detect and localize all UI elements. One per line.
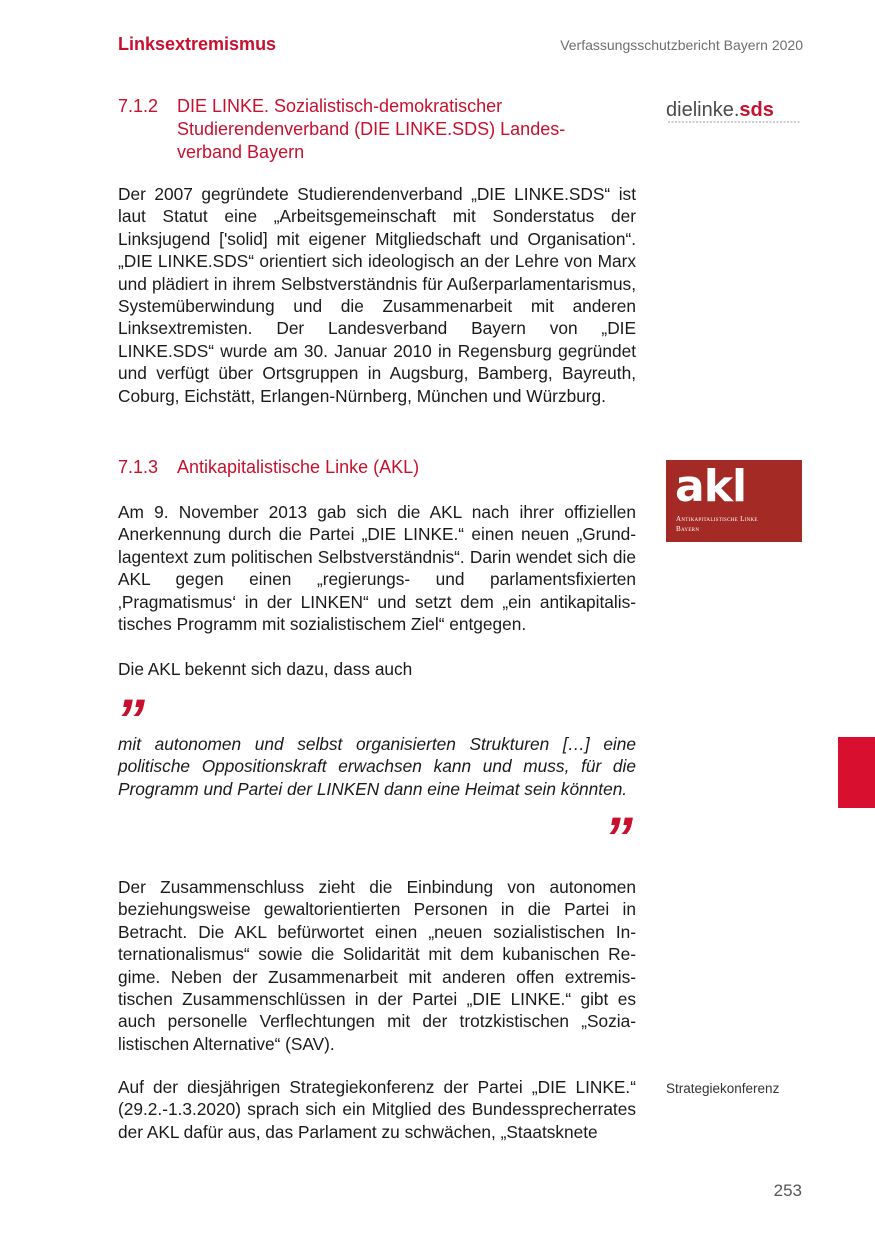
section-title: DIE LINKE. Sozialistisch-demokratischer Studierendenverband (DIE LINKE.SDS) Landes-verband Bayern: [177, 96, 566, 162]
paragraph-strategiekonferenz: Auf der diesjährigen Strategiekonferenz der Partei „DIE LINKE.“ (29.2.-1.3.2020) sprach sich ein Mitglied des Bundessprecherrates der AKL dafür aus, das Parlament zu schwächen, „Staatsknete: [118, 1077, 636, 1142]
section-title: Antikapitalistische Linke (AKL): [177, 457, 420, 477]
section-number: 7.1.2: [118, 96, 159, 116]
quote-text: mit autonomen und selbst organisierten Strukturen […] eine politische Oppositionskraft erwachsen kann und muss, für die Programm und Partei der LINKEN dann eine Heimat sein könnten.: [118, 734, 636, 799]
quote-close-mark: ”: [604, 806, 633, 871]
logo-sds-part2: sds: [739, 99, 774, 121]
section-number: 7.1.3: [118, 457, 159, 477]
akl-logo: [666, 460, 802, 542]
akl-logo-subtitle: [676, 514, 800, 534]
paragraph-akl: Am 9. November 2013 gab sich die AKL nach ihrer offiziellen Anerkennung durch die Partei „DIE LINKE.“ einen neuen „Grundlagentext zum politischen Selbstverständnis“. Darin wendet sich die AKL gegen einen „regierungs- und parlamentsfixierten ‚Pragmatismus‘ in der LINKEN“ und setzt dem „ein antikapitalistisches Programm mit sozialistischem Ziel“ entgegen.: [118, 502, 636, 635]
page-header-section: Linksextremismus: [118, 34, 277, 54]
margin-note: Strategiekonferenz: [666, 1081, 780, 1096]
dielinke-sds-logo: [666, 92, 802, 126]
page-number: 253: [773, 1181, 802, 1200]
akl-logo-line1: Antikapitalistische Linke: [676, 515, 758, 523]
paragraph-akl-details: Der Zusammenschluss zieht die Einbindung von autonomen beziehungsweise gewaltorientierten Personen in die Partei in Betracht. Die AKL befürwortet einen „neuen sozialistischen Internationalismus“ sowie die Solidarität mit dem kubanischen Regime. Neben der Zusammenarbeit mit anderen offen extremistischen Zusammenschlüssen in der Partei „DIE LINKE.“ gibt es auch personelle Verflechtungen mit der trotzkistischen „Sozialistischen Alternative“ (SAV).: [118, 877, 636, 1054]
page-header-publication: Verfassungsschutzbericht Bayern 2020: [560, 37, 803, 53]
akl-logo-wordmark: akl: [675, 461, 747, 512]
paragraph-akl-intro: Die AKL bekennt sich dazu, dass auch: [118, 659, 413, 679]
section-heading-7-1-2: [118, 95, 618, 164]
quote-open-mark: ”: [116, 688, 145, 753]
paragraph-sds: Der 2007 gegründete Studierendenverband „DIE LINKE.SDS“ ist laut Statut eine „Arbeitsgemeinschaft mit Sonderstatus der Linksjugend ['solid] mit eigener Mitgliedschaft und Organisation“. „DIE LINKE.SDS“ orientiert sich ideologisch an der Lehre von Marx und plädiert in ihrem Selbstverständnis für Außerparlamentarismus, Systemüberwindung und die Zusammenarbeit mit anderen Linksextremisten. Der Landesverband Bayern von „DIE LINKE.SDS“ wurde am 30. Januar 2010 in Regensburg gegründet und verfügt über Ortsgruppen in Augsburg, Bamberg, Bayreuth, Coburg, Eichstätt, Erlangen-Nürnberg, München und Würzburg.: [118, 184, 636, 406]
chapter-tab-marker: [838, 737, 875, 808]
logo-sds-part1: dielinke.: [666, 99, 740, 121]
akl-logo-line2: Bayern: [676, 525, 700, 533]
svg-text:dielinke.sds: [666, 99, 774, 121]
section-heading-7-1-3: [118, 456, 618, 479]
